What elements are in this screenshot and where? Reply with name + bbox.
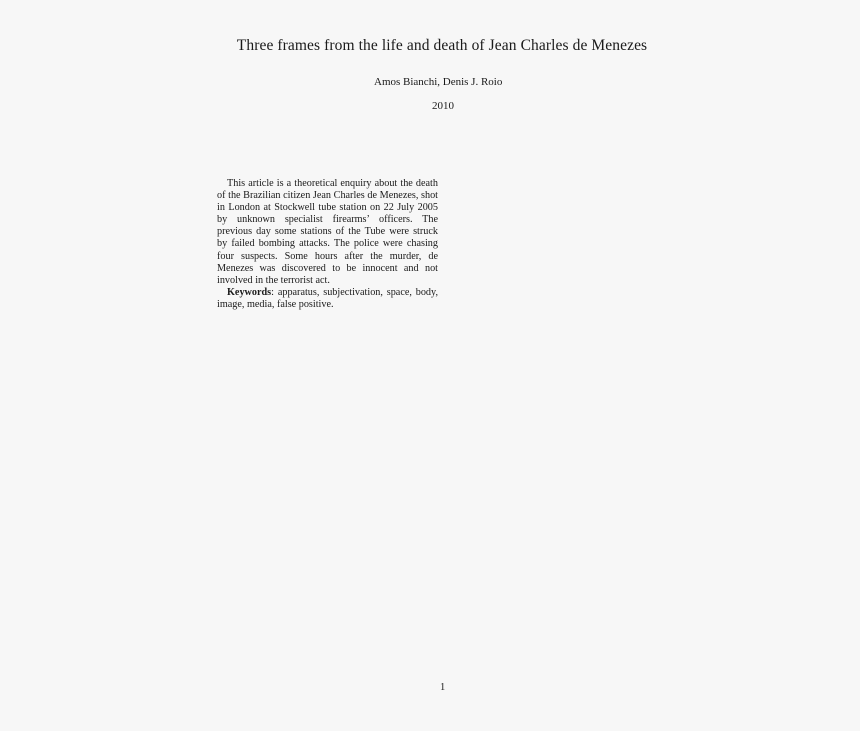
- paper-year: 2010: [432, 100, 454, 112]
- page-number: 1: [440, 682, 446, 693]
- keywords-line: [217, 287, 438, 311]
- keywords-list: apparatus, subjectivation, space, body, image, media, false positive.: [217, 286, 438, 310]
- paper-authors: Amos Bianchi, Denis J. Roio: [374, 76, 503, 88]
- abstract-block: [217, 178, 438, 311]
- keywords-label: Keywords: [227, 286, 272, 298]
- paper-title: Three frames from the life and death of Jean Charles de Menezes: [236, 37, 648, 54]
- abstract-text: This article is a theoretical enquiry about the death of the Brazilian citizen Jean Charles de Menezes, shot in London at Stockwell tube station on 22 July 2005 by unknown specialist firearms’ officers. The previous day some stations of the Tube were struck by failed bombing attacks. The police were chasing four suspects. Some hours after the murder, de Menezes was discovered to be innocent and not involved in the terrorist act.: [217, 178, 438, 286]
- keywords-separator: :: [271, 286, 274, 298]
